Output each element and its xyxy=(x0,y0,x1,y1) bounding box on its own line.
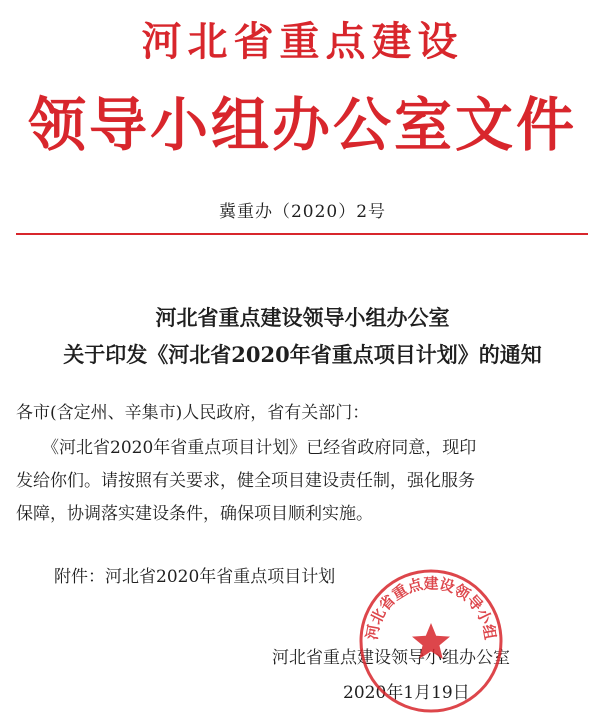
notice-title-line-1: 河北省重点建设领导小组办公室 xyxy=(155,305,450,330)
body-line-1: 《河北省2020年省重点项目计划》已经省政府同意，现印 xyxy=(42,438,477,458)
red-divider-rule xyxy=(16,233,588,235)
salutation: 各市(含定州、辛集市)人民政府，省有关部门： xyxy=(16,403,370,423)
letterhead-line-1: 河北省重点建设 xyxy=(141,19,464,65)
letterhead-line-2: 领导小组办公室文件 xyxy=(27,91,577,159)
body-line-2: 发给你们。请按照有关要求，健全项目建设责任制，强化服务 xyxy=(16,471,475,491)
signature-date: 2020年1月19日 xyxy=(343,683,470,703)
official-seal xyxy=(357,567,505,715)
seal-star-icon xyxy=(412,623,450,659)
signature-organization: 河北省重点建设领导小组办公室 xyxy=(272,648,510,668)
body-line-3: 保障，协调落实建设条件，确保项目顺利实施。 xyxy=(16,504,373,524)
attachment-line: 附件：河北省2020年省重点项目计划 xyxy=(54,567,336,587)
notice-title-line-2: 关于印发《河北省2020年省重点项目计划》的通知 xyxy=(63,342,542,367)
seal-text: 河北省重点建设领导小组 xyxy=(362,574,500,642)
document-number: 冀重办（2020）2号 xyxy=(218,202,387,222)
